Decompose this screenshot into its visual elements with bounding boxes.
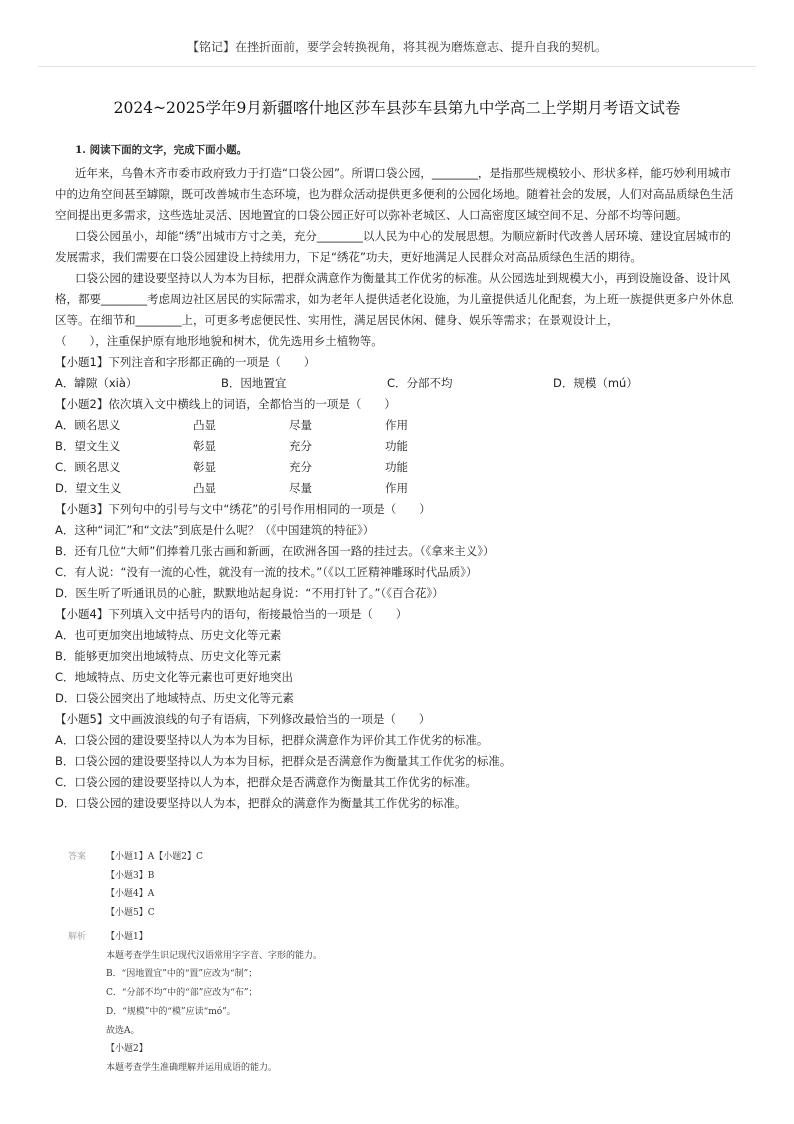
answer-line: 【小题4】A: [106, 889, 155, 899]
explanation-line: 【小题2】: [106, 1044, 148, 1055]
word: 彰显: [193, 460, 216, 474]
answer-line: 【小题3】B: [106, 870, 155, 881]
subquestion-3-stem: 【小题3】下列句中的引号与文中“绣花”的引号作用相同的一项是（ ）: [55, 502, 431, 516]
word: A．顾名思义: [55, 418, 121, 432]
option-a[interactable]: A．也可更加突出地域特点、历史文化等元素: [55, 628, 282, 642]
option-d[interactable]: D．口袋公园突出了地域特点、历史文化等元素: [55, 691, 294, 705]
word: 功能: [385, 439, 408, 453]
subquestion-5-stem: 【小题5】文中画波浪线的句子有语病，下列修改最恰当的一项是（ ）: [55, 712, 431, 726]
explanation-line: B．“因地置宜”中的“置”应改为“制”；: [106, 969, 258, 980]
explanation-line: 本题考查学生准确理解并运用成语的能力。: [106, 1062, 278, 1073]
option-b[interactable]: B．因地置宜: [221, 376, 287, 390]
answer-line: 【小题5】C: [106, 907, 155, 918]
option-b[interactable]: B．能够更加突出地域特点、历史文化等元素: [55, 649, 282, 663]
explanation-line: 本题考查学生识记现代汉语常用字字音、字形的能力。: [106, 950, 323, 961]
word: C．顾名思义: [55, 460, 121, 474]
word: 凸显: [193, 418, 216, 432]
option-a[interactable]: A．这种“词汇”和“文法”到底是什么呢？（《中国建筑的特征》）: [55, 523, 375, 537]
passage-paragraph-3: 口袋公园的建设要坚持以人为本为目标，把群众满意作为衡量其工作优劣的标准。从公园选址到规模大小，再到设施设备、设计风格，都要________考虑周边社区居民的实际需求，如为老年人提供适老化设施，为儿童提供适儿化配套，为上班一族提供更多户外休息区等。在细节和________上，可更多考虑便民性、实用性，满足居民休闲、健身、娱乐等需求；在景观设计上，: [55, 271, 734, 327]
subquestion-2-option-a[interactable]: [55, 415, 739, 436]
answer-label: 答案: [68, 852, 87, 862]
explanation-label: 解析: [68, 932, 87, 942]
question-content: [55, 142, 739, 814]
word: 充分: [289, 439, 312, 453]
subquestion-2-stem: 【小题2】依次填入文中横线上的词语，全都恰当的一项是（ ）: [55, 397, 396, 411]
answer-line: 【小题1】A【小题2】C: [106, 852, 203, 862]
explanation-line: 【小题1】: [106, 932, 148, 942]
word: 彰显: [193, 439, 216, 453]
word: 尽量: [289, 418, 312, 432]
motto-banner: 【铭记】在挫折面前，要学会转换视角，将其视为磨炼意志、提升自我的契机。: [186, 40, 607, 54]
passage-paragraph-4: （ ），注重保护原有地形地貌和树木，优先选用乡土植物等。: [55, 334, 383, 348]
option-d[interactable]: D．医生听了听通讯员的心脏，默默地站起身说：“不用打针了。”（《百合花》）: [55, 586, 444, 600]
answer-section: [68, 848, 728, 922]
subquestion-4-stem: 【小题4】下列填入文中括号内的语句，衔接最恰当的一项是（ ）: [55, 607, 408, 621]
exam-title: 2024~2025学年9月新疆喀什地区莎车县莎车县第九中学高二上学期月考语文试卷: [113, 99, 681, 117]
passage-paragraph-1: 近年来，乌鲁木齐市委市政府致力于打造“口袋公园”。所谓口袋公园，________，是指那些规模较小、形状多样，能巧妙利用城市中的边角空间甚至罅隙，既可改善城市生态环境，也为群众活动提供更多便利的公园化场地。随着社会的发展，人们对高品质绿色生活空间提出更多需求，这些选址灵活、因地置宜的口袋公园正好可以弥补老城区、人口高密度区域空间不足、分部不均等问题。: [55, 166, 734, 222]
option-b[interactable]: B．还有几位“大师”们捧着几张古画和新画，在欧洲各国一路的挂过去。（《拿来主义》）: [55, 544, 495, 558]
word: 作用: [385, 481, 408, 495]
option-b[interactable]: B．口袋公园的建设要坚持以人为本为目标，把群众是否满意作为衡量其工作优劣的标准。: [55, 754, 512, 768]
word: B．望文生义: [55, 439, 121, 453]
subquestion-2-option-c[interactable]: [55, 457, 739, 478]
subquestion-1-stem: 【小题1】下列注音和字形都正确的一项是（ ）: [55, 355, 316, 369]
subquestion-2-option-b[interactable]: [55, 436, 739, 457]
passage-paragraph-2: 口袋公园虽小，却能“绣”出城市方寸之美，充分________以人民为中心的发展思想。为顺应新时代改善人居环境、建设宜居城市的发展需求，我们需要在口袋公园建设上持续用力，下足“绣花”功夫，更好地满足人民群众对高品质绿色生活的期待。: [55, 229, 731, 264]
explanation-section: [68, 928, 728, 1078]
option-c[interactable]: C．分部不均: [387, 376, 453, 390]
word: 尽量: [289, 481, 312, 495]
explanation-line: C．“分部不均”中的“部”应改为“布”；: [106, 988, 258, 999]
question-heading: 1. 阅读下面的文字，完成下面小题。: [75, 144, 248, 156]
word: 凸显: [193, 481, 216, 495]
subquestion-2-option-d[interactable]: [55, 478, 739, 499]
option-c[interactable]: C．口袋公园的建设要坚持以人为本，把群众是否满意作为衡量其工作优劣的标准。: [55, 775, 478, 789]
explanation-line: 故选A。: [106, 1025, 140, 1036]
option-a[interactable]: A．罅隙（xià）: [55, 376, 138, 390]
word: 作用: [385, 418, 408, 432]
option-a[interactable]: A．口袋公园的建设要坚持以人为本为目标，把群众满意作为评价其工作优劣的标准。: [55, 733, 489, 747]
subquestion-1-options: [55, 373, 739, 394]
option-c[interactable]: C．地域特点、历史文化等元素也可更好地突出: [55, 670, 294, 684]
option-d[interactable]: D．口袋公园的建设要坚持以人为本，把群众的满意作为衡量其工作优劣的标准。: [55, 796, 467, 810]
explanation-line: D．“规模”中的“模”应读“mó”。: [106, 1006, 236, 1017]
word: 功能: [385, 460, 408, 474]
option-d[interactable]: D．规模（mú）: [553, 376, 638, 390]
word: 充分: [289, 460, 312, 474]
option-c[interactable]: C．有人说：“没有一流的心性，就没有一流的技术。”（《以工匠精神雕琢时代品质》）: [55, 565, 478, 579]
word: D．望文生义: [55, 481, 122, 495]
header-divider: [38, 66, 756, 67]
